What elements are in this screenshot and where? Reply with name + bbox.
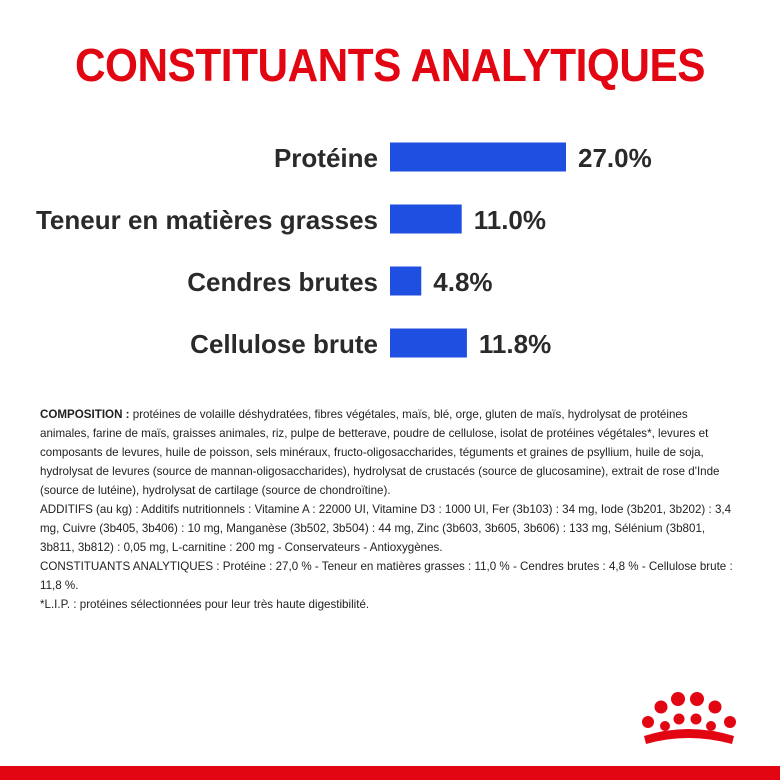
nutrient-bar-chart [0, 130, 780, 380]
bar-value-label: 27.0% [578, 143, 652, 173]
bar [390, 329, 467, 358]
bar [390, 267, 421, 296]
bar-value-label: 4.8% [433, 267, 493, 297]
page-title: CONSTITUANTS ANALYTIQUES [74, 39, 706, 91]
lip-footnote: *L.I.P. : protéines sélectionnées pour leur très haute digestibilité. [40, 598, 370, 611]
composition-lead: COMPOSITION : [40, 408, 130, 421]
royal-canin-crown-icon [640, 692, 744, 750]
bar-category-label: Teneur en matières grasses [35, 205, 378, 235]
bar-category-label: Cendres brutes [187, 267, 378, 297]
bar-value-label: 11.0% [473, 205, 547, 235]
bar [390, 143, 566, 172]
composition-text: protéines de volaille déshydratées, fibres végétales, maïs, blé, orge, gluten de maïs, hydrolysat de protéines animales, farine de maïs, graisses animales, riz, pulpe de betterave, poudre de cellulose, isolat de protéines végétales*, levures et composants de levures, huile de poisson, sels minéraux, fructo-oligosaccharides, téguments et graines de psyllium, huile de soja, hydrolysat de levures (source de mannan-oligosaccharides), hydrolysat de crustacés (source de glucosamine), extrait de rose d'Inde (source de lutéine), hydrolysat de cartilage (source de chondroïtine). [40, 408, 720, 497]
bar-value-label: 11.8% [478, 329, 552, 359]
bottom-stripe [0, 766, 780, 780]
additifs-paragraph: ADDITIFS (au kg) : Additifs nutritionnels : Vitamine A : 22000 UI, Vitamine D3 : 1000 UI, Fer (3b103) : 34 mg, Iode (3b201, 3b202) : 3,4 mg, Cuivre (3b405, 3b406) : 10 mg, Manganèse (3b502, 3b504) : 44 mg, Zinc (3b603, 3b605, 3b606) : 133 mg, Sélénium (3b801, 3b811, 3b812) : 0,05 mg, L-carnitine : 200 mg - Conservateurs - Antioxygènes. [40, 503, 732, 554]
bar [390, 205, 462, 234]
composition-paragraph [40, 405, 740, 500]
composition-block [40, 405, 740, 614]
bar-category-label: Cellulose brute [190, 329, 378, 359]
bar-category-label: Protéine [273, 143, 378, 173]
constituants-paragraph: CONSTITUANTS ANALYTIQUES : Protéine : 27,0 % - Teneur en matières grasses : 11,0 % - Cendres brutes : 4,8 % - Cellulose brute : 11,8 %. [40, 560, 733, 592]
